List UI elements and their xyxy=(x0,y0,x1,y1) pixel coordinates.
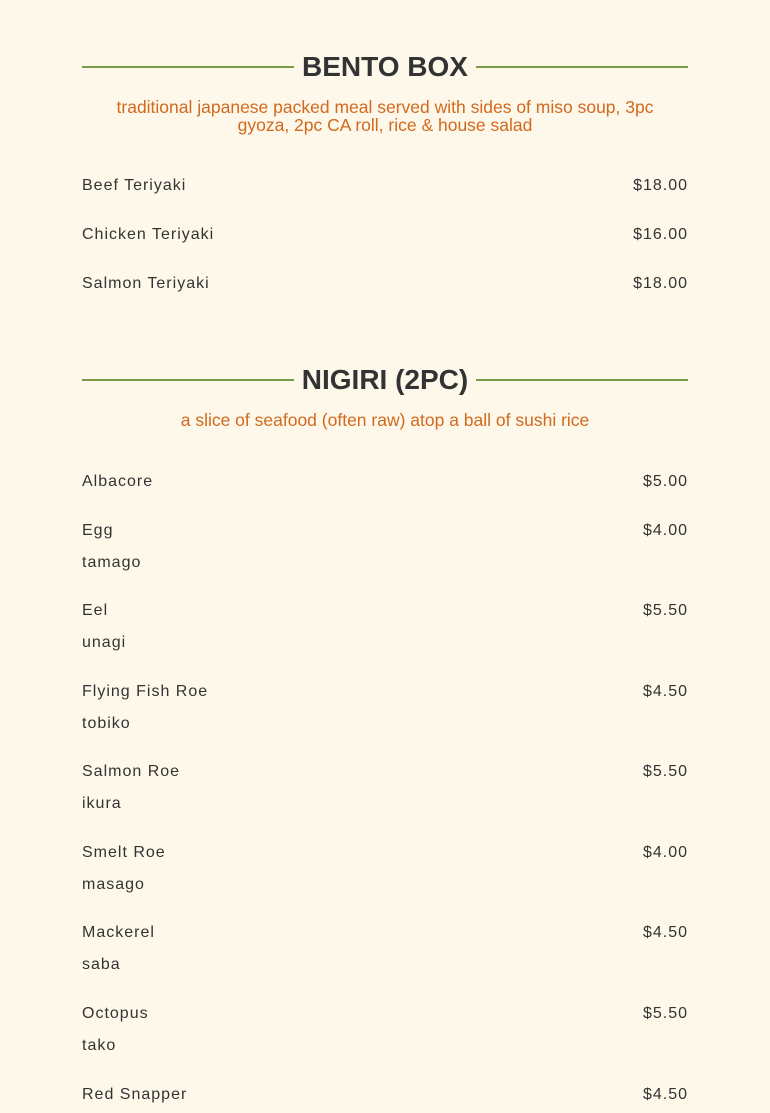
menu-item xyxy=(82,1005,688,1055)
menu-item-price: $5.50 xyxy=(642,763,688,780)
menu-item-price: $5.50 xyxy=(642,602,688,619)
menu-item-text xyxy=(82,683,208,733)
menu-item-name: Flying Fish Roe xyxy=(82,683,209,700)
menu-item-text xyxy=(82,473,153,491)
menu-item-text xyxy=(82,1086,187,1104)
menu-item-japanese-name: tobiko xyxy=(82,715,131,732)
menu-item-japanese-name: unagi xyxy=(82,634,127,651)
section-nigiri xyxy=(82,362,688,1104)
menu-item-text xyxy=(82,275,210,293)
menu-item-text xyxy=(82,177,186,195)
menu-item-name: Beef Teriyaki xyxy=(82,177,187,194)
menu-item-price: $4.50 xyxy=(642,683,688,700)
menu-item xyxy=(82,275,688,293)
menu-item-text xyxy=(82,1005,149,1055)
menu-item-price: $4.00 xyxy=(642,844,688,861)
menu-item-name: Salmon Teriyaki xyxy=(82,275,210,292)
menu-item-name: Octopus xyxy=(82,1005,149,1022)
divider-line-right xyxy=(476,379,688,381)
menu-item-price: $18.00 xyxy=(633,275,688,292)
menu-item-text xyxy=(82,226,214,244)
menu-item-name: Salmon Roe xyxy=(82,763,181,780)
menu-item-price: $4.50 xyxy=(642,1086,688,1103)
menu-item-name: Chicken Teriyaki xyxy=(82,226,215,243)
menu-item xyxy=(82,924,688,974)
menu-item-japanese-name: tamago xyxy=(82,554,142,571)
divider-line-left xyxy=(82,379,294,381)
menu-item xyxy=(82,844,688,894)
menu-item-text xyxy=(82,924,155,974)
section-header xyxy=(82,362,688,398)
section-description: traditional japanese packed meal served with sides of miso soup, 3pc gyoza, 2pc CA roll, rice & house salad xyxy=(116,97,654,135)
menu-item-name: Albacore xyxy=(82,473,154,490)
section-description: a slice of seafood (often raw) atop a ball of sushi rice xyxy=(180,410,590,430)
menu-item-price: $16.00 xyxy=(633,226,688,243)
menu-item-name: Smelt Roe xyxy=(82,844,166,861)
menu-item xyxy=(82,473,688,491)
section-bento-box xyxy=(82,49,688,293)
menu-item xyxy=(82,1086,688,1104)
divider-line-left xyxy=(82,66,294,68)
menu-item-text xyxy=(82,763,180,813)
menu-item-text xyxy=(82,844,166,894)
menu-item-text xyxy=(82,602,126,652)
menu xyxy=(82,0,688,1104)
divider-line-right xyxy=(476,66,688,68)
menu-item xyxy=(82,522,688,572)
menu-item-price: $4.00 xyxy=(642,522,688,539)
section-title: BENTO BOX xyxy=(302,51,468,82)
menu-item-name: Mackerel xyxy=(82,924,155,941)
menu-item-list xyxy=(82,177,688,293)
menu-item xyxy=(82,763,688,813)
menu-item xyxy=(82,226,688,244)
menu-item xyxy=(82,602,688,652)
menu-item-price: $5.50 xyxy=(642,1005,688,1022)
menu-item-japanese-name: masago xyxy=(82,876,145,893)
menu-item-name: Red Snapper xyxy=(82,1086,188,1103)
menu-item-japanese-name: tako xyxy=(82,1037,117,1054)
menu-item-list xyxy=(82,473,688,1104)
menu-item xyxy=(82,177,688,195)
section-title: NIGIRI (2PC) xyxy=(301,364,469,395)
menu-item-name: Eel xyxy=(82,602,109,619)
menu-item xyxy=(82,683,688,733)
menu-item-name: Egg xyxy=(82,522,114,539)
section-header xyxy=(82,49,688,85)
menu-item-price: $5.00 xyxy=(642,473,688,490)
menu-item-price: $4.50 xyxy=(642,924,688,941)
menu-item-price: $18.00 xyxy=(633,177,688,194)
menu-item-text xyxy=(82,522,141,572)
menu-item-japanese-name: ikura xyxy=(82,795,122,812)
menu-item-japanese-name: saba xyxy=(82,956,121,973)
